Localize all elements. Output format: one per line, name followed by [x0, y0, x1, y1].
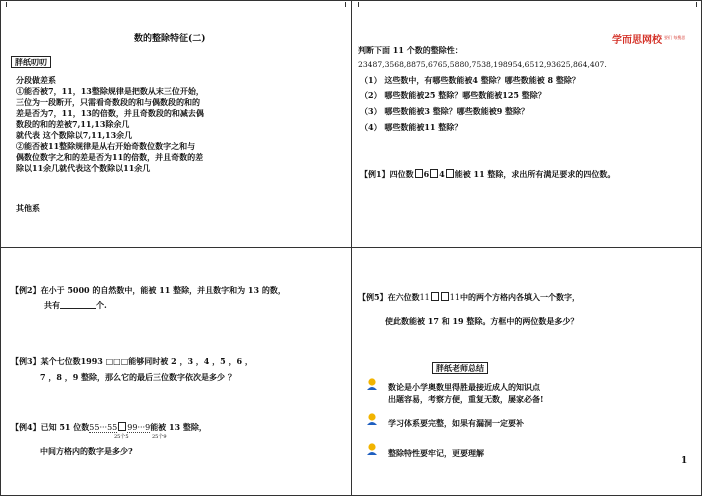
brand-logo: 学而思网校 — [612, 35, 662, 46]
person-icon — [365, 442, 379, 456]
example1-post: 能被 11 整除，求出所有满足要求的四位数。 — [454, 169, 616, 179]
summary-bullet: 整除特性要牢记，更要理解 — [388, 448, 484, 458]
page-number: 1 — [681, 456, 688, 466]
slide2-numbers: 23487,3568,8875,6765,5880,7538,198954,6512,93625,864,407. — [358, 60, 607, 69]
example5-digits-b: 11 — [449, 293, 460, 302]
brand-logo-sub: 要们 每搜思 — [664, 35, 686, 40]
example2-line1: 在小于 5000 的自然数中，能被 11 整除，并且数字和为 13 的数， — [40, 285, 286, 295]
slide2-question: （1） 这些数中，有哪些数能被4 整除？哪些数能被 8 整除？ — [360, 75, 580, 85]
summary-bullet: 数论是小学奥数里得胜最接近成人的知识点 — [388, 382, 540, 392]
slide1-line: 就代表 这个数除以7,11,13余几 — [16, 130, 133, 140]
example4 — [11, 422, 207, 433]
corner-tick — [345, 2, 346, 7]
example4-right-count: 25个9 — [152, 434, 167, 440]
person-icon — [365, 377, 379, 391]
slide1-line: 差是否为7，11，13的倍数，并且奇数段的和减去偶 — [16, 108, 204, 118]
slide1-line: ②能否被11整除规律是从右开始奇数位数字之和与 — [16, 141, 196, 151]
person-icon — [365, 412, 379, 426]
blank-box — [415, 169, 423, 178]
example5 — [358, 292, 580, 303]
slide2-question: （4） 哪些数能被11 整除？ — [360, 122, 463, 132]
example5-post: 中的两个方格内各填入一个数字， — [459, 292, 580, 302]
example4-left-digits: 55···55 — [89, 423, 118, 432]
slide1-line: 数段的和的差被7,11,13除余几 — [16, 119, 130, 129]
slide1-line: 偶数位数字之和的差是否为11的倍数，并且奇数的差 — [16, 152, 204, 162]
example4-left-count: 25个5 — [114, 434, 129, 440]
example4-right-digits: 99···9 — [127, 423, 151, 432]
example1-digit1: 6 — [423, 169, 430, 179]
example5-label: 【例5】 — [358, 292, 388, 302]
example4-post: 能被 13 整除， — [150, 422, 207, 432]
corner-tick — [358, 2, 359, 7]
blank-box — [430, 169, 438, 178]
example2-label: 【例2】 — [11, 285, 41, 295]
example3-line2: 7 ，8 ，9 整除，那么它的最后三位数字依次是多少 ？ — [40, 372, 236, 382]
slide1-tag: 胖纸叨叨 — [11, 56, 51, 68]
slide1-line: 分段做差系 — [16, 75, 56, 85]
example4-label: 【例4】 — [11, 422, 41, 432]
example3-label: 【例3】 — [11, 356, 41, 366]
corner-tick — [6, 2, 7, 7]
slide1-line: ①能否被7，11，13整除规律是把数从末三位开始， — [16, 86, 204, 96]
slide2-question: （3） 哪些数能被3 整除？哪些数能被9 整除？ — [360, 106, 530, 116]
summary-bullet: 出题容易，考察方便，重复无数，屡家必备! — [388, 394, 544, 404]
example3 — [11, 356, 253, 366]
horizontal-divider — [0, 247, 702, 248]
slide1-line: 三位为一段断开，只需看奇数段的和与偶数段的和的 — [16, 97, 200, 107]
blank-box — [441, 292, 449, 301]
example5-digits-a: 11 — [419, 293, 430, 302]
example1-label: 【例1】 — [360, 169, 390, 179]
example1-pre: 四位数 — [389, 169, 414, 179]
example2-line2-pre: 共有 — [44, 300, 60, 310]
slide2-intro: 判断下面 11 个数的整除性： — [358, 45, 463, 55]
example2-line2 — [44, 300, 107, 310]
slide1-footer: 其他系 — [16, 203, 40, 213]
example5-pre: 在六位数 — [387, 292, 420, 302]
slide1-line: 除以11余几就代表这个数除以11余几 — [16, 163, 151, 173]
answer-blank — [60, 300, 96, 309]
example4-line2: 中间方格内的数字是多少? — [40, 446, 133, 456]
slide2-question: （2） 哪些数能被25 整除？哪些数能被125 整除？ — [360, 90, 546, 100]
corner-tick — [696, 2, 697, 7]
vertical-divider — [351, 0, 352, 496]
slide1-title: 数的整除特征(二) — [134, 34, 206, 44]
example3-line1: 某个七位数1993 □□□能够同时被 2 ，3 ，4 ，5 ，6 ， — [40, 356, 253, 366]
summary-tag: 胖纸老师总结 — [432, 362, 488, 374]
blank-box — [446, 169, 454, 178]
blank-box — [118, 422, 126, 431]
example1-digit2: 4 — [439, 169, 445, 179]
blank-box — [431, 292, 439, 301]
example1 — [360, 169, 615, 179]
example4-pre: 已知 51 位数 — [40, 422, 90, 432]
example2 — [11, 285, 286, 295]
example2-line2-post: 个. — [96, 300, 107, 310]
summary-bullet: 学习体系要完整，如果有漏洞一定要补 — [388, 418, 524, 428]
example5-line2: 使此数能被 17 和 19 整除。方框中的两位数是多少？ — [385, 316, 579, 326]
